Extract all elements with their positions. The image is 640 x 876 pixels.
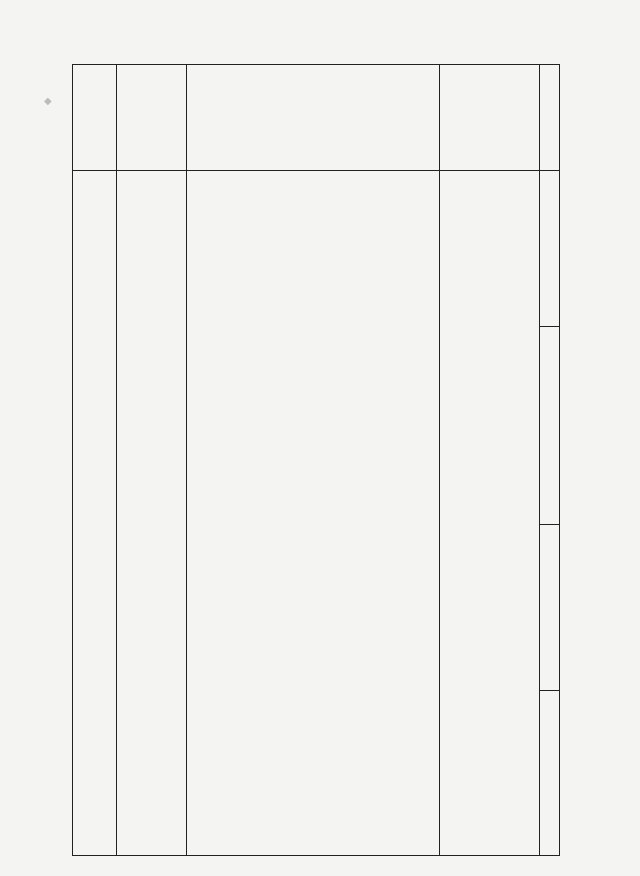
row-content-cell <box>187 64 439 856</box>
row-content-cell <box>73 64 186 856</box>
row-label-cell <box>440 64 540 856</box>
schedule-table <box>72 64 560 856</box>
cell-divider <box>539 326 559 327</box>
cell-divider <box>539 690 559 691</box>
scan-artifact: ◆ <box>44 96 52 107</box>
cell-divider <box>539 524 559 525</box>
table-border-right <box>559 64 560 856</box>
